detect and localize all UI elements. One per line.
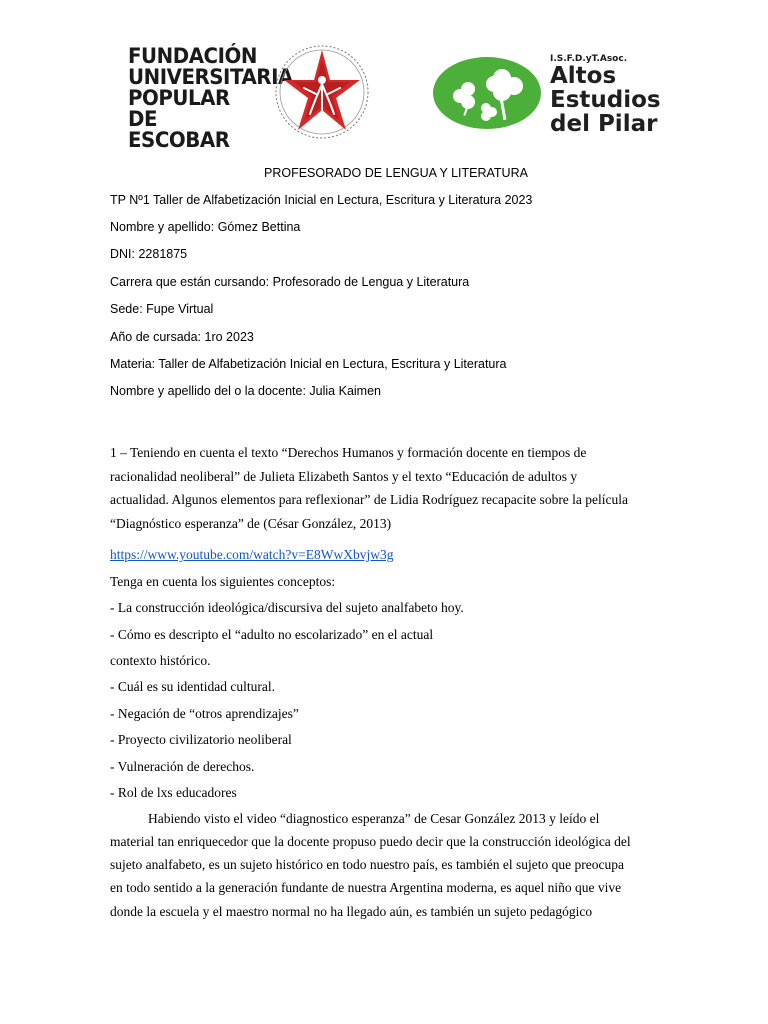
altos-line: del Pilar [550,111,658,137]
concept-item: - Negación de “otros aprendizajes” [110,706,299,721]
tp-title: TP Nº1 Taller de Alfabetización Inicial en Lectura, Escritura y Literatura 2023 [110,193,533,207]
course-subject: Materia: Taller de Alfabetización Inicial en Lectura, Escritura y Literatura [110,357,507,371]
fupe-logo-line: POPULAR DE [128,86,230,132]
question-line: actualidad. Algunos elementos para reflexionar” de Lidia Rodríguez recapacite sobre la película [110,492,629,507]
altos-line: Estudios [550,87,661,113]
fupe-logo-text [128,44,293,153]
answer-line: sujeto analfabeto, es un sujeto histórico en todo nuestro país, es también el sujeto que preocupa [110,857,624,872]
question-line: “Diagnóstico esperanza” de (César González, 2013) [110,516,392,531]
answer-line: donde la escuela y el maestro normal no ha llegado aún, es también un sujeto pedagógico [110,904,593,919]
concept-item: - La construcción ideológica/discursiva del sujeto analfabeto hoy. [110,600,464,615]
student-career: Carrera que están cursando: Profesorado de Lengua y Literatura [110,275,470,289]
isfd-label: I.S.F.D.yT.Asoc. [550,54,628,64]
fupe-star-seal-icon [274,44,370,140]
student-dni: DNI: 2281875 [110,247,188,261]
concept-item: - Rol de lxs educadores [110,785,237,800]
answer-line: material tan enriquecedor que la docente propuso puedo decir que la construcción ideológica del [110,834,631,849]
course-year: Año de cursada: 1ro 2023 [110,330,254,344]
altos-line: Altos [550,63,617,89]
student-campus: Sede: Fupe Virtual [110,302,214,316]
altos-estudios-logo [430,52,680,137]
clover-badge-icon [432,56,542,130]
concept-item: - Vulneración de derechos. [110,759,255,774]
concept-item: - Proyecto civilizatorio neoliberal [110,732,292,747]
program-title: PROFESORADO DE LENGUA Y LITERATURA [264,166,528,180]
answer-line: en todo sentido a la generación fundante de nuestra Argentina moderna, es aquel niño que vive [110,880,622,895]
question-line: 1 – Teniendo en cuenta el texto “Derechos Humanos y formación docente en tiempos de [110,445,587,460]
youtube-link[interactable]: https://www.youtube.com/watch?v=E8WwXbvjw3g [110,547,394,562]
fupe-logo-line: FUNDACIÓN [128,44,257,69]
student-name: Nombre y apellido: Gómez Bettina [110,220,301,234]
fupe-logo [128,44,390,153]
concept-item: - Cuál es su identidad cultural. [110,679,275,694]
fupe-logo-line: UNIVERSITARIA [128,65,293,90]
course-teacher: Nombre y apellido del o la docente: Julia Kaimen [110,384,381,398]
answer-line: Habiendo visto el video “diagnostico esperanza” de Cesar González 2013 y leído el [148,811,600,826]
concepts-intro: Tenga en cuenta los siguientes conceptos: [110,574,336,589]
concept-item: contexto histórico. [110,653,211,668]
altos-estudios-text [550,64,661,136]
question-line: racionalidad neoliberal” de Julieta Elizabeth Santos y el texto “Educación de adultos y [110,469,578,484]
fupe-logo-line: ESCOBAR [128,128,230,153]
concept-item: - Cómo es descripto el “adulto no escolarizado” en el actual [110,627,434,642]
